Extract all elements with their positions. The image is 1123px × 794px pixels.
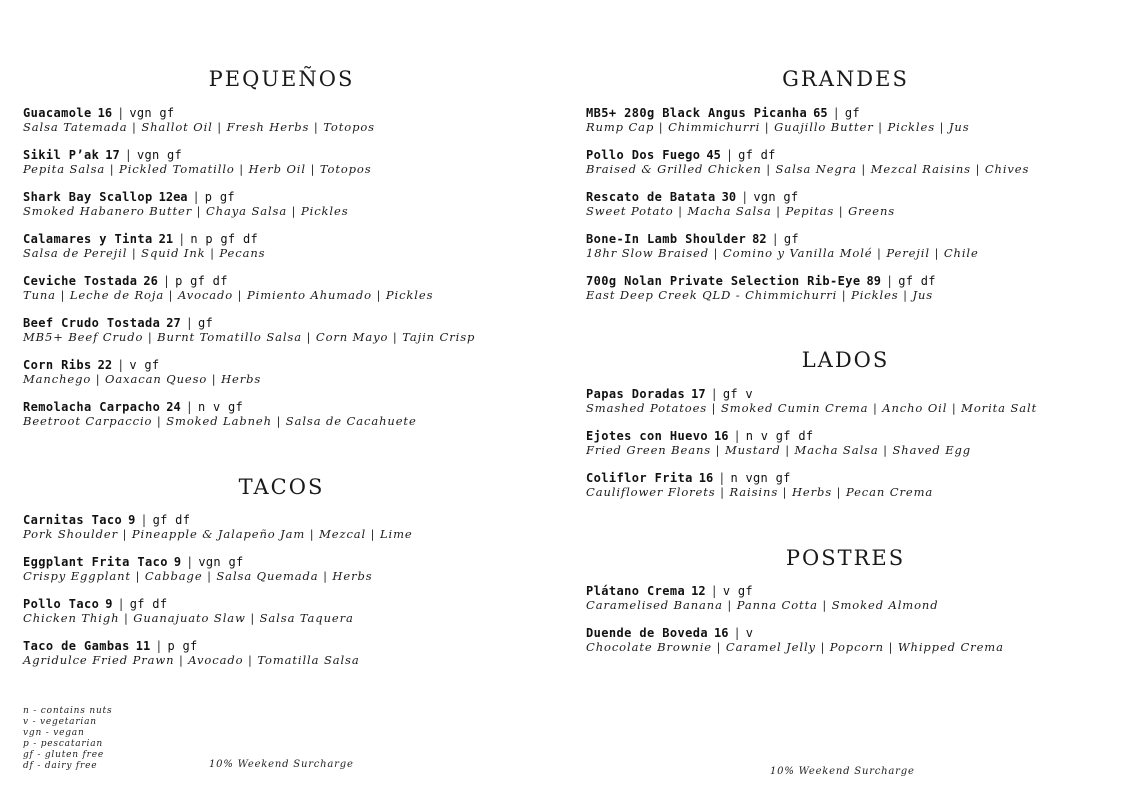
item-tags: v gf [722,584,753,598]
item-tags: p gf [167,639,198,653]
menu-item [586,429,971,457]
item-tags: vgn gf [129,106,175,120]
item-description: Chicken Thigh | Guanajuato Slaw | Salsa Taquera [23,611,354,625]
item-description: Caramelised Banana | Panna Cotta | Smoked Almond [586,598,939,612]
item-name: Guacamole [23,106,92,120]
item-description: East Deep Creek QLD - Chimmichurri | Pickles | Jus [586,288,934,302]
item-price: 16 [714,429,729,443]
separator: | [117,106,125,120]
item-tags: n p gf df [190,232,259,246]
item-price: 82 [752,232,767,246]
item-tags: gf df [152,513,191,527]
item-name: Ceviche Tostada [23,274,138,288]
item-price: 12 [691,584,706,598]
menu-item [23,555,373,583]
menu-item [586,471,933,499]
item-name: Calamares y Tinta [23,232,153,246]
item-description: Pork Shoulder | Pineapple & Jalapeño Jam | Mezcal | Lime [23,527,413,541]
menu-item [23,513,413,541]
menu-item [23,639,360,667]
separator: | [885,274,894,288]
item-price: 17 [105,148,120,162]
separator: | [185,316,193,330]
item-description: MB5+ Beef Crudo | Burnt Tomatillo Salsa | Corn Mayo | Tajin Crisp [23,330,476,344]
section-title-tacos: TACOS [238,475,325,499]
menu-item [586,387,1037,415]
item-name: Shark Bay Scallop [23,190,153,204]
item-description: Crispy Eggplant | Cabbage | Salsa Quemada | Herbs [23,569,373,583]
separator: | [140,513,148,527]
item-tags: gf [844,106,860,120]
item-description: 18hr Slow Braised | Comino y Vanilla Molé | Perejil | Chile [586,246,979,260]
item-name: Plátano Crema [586,584,686,598]
item-price: 30 [721,190,737,204]
item-name: Remolacha Carpacho [23,400,161,414]
item-name: Duende de Boveda [586,626,708,640]
dietary-legend [23,706,112,772]
item-price: 22 [97,358,113,372]
separator: | [178,232,186,246]
item-name: Sikil P’ak [23,148,100,162]
menu-item [23,148,372,176]
item-tags: n vgn gf [730,471,791,485]
section-title-pequenos: PEQUEÑOS [208,67,355,91]
separator: | [117,597,125,611]
section-title-postres: POSTRES [785,546,906,570]
item-price: 9 [173,555,182,569]
legend-entry: v - vegetarian [23,717,97,727]
legend-entry: vgn - vegan [23,728,85,738]
item-name: Ejotes con Huevo [586,429,708,443]
item-price: 11 [135,639,151,653]
item-description: Smashed Potatoes | Smoked Cumin Crema | Ancho Oil | Morita Salt [586,401,1038,415]
item-price: 26 [143,274,158,288]
separator: | [771,232,779,246]
separator: | [832,106,840,120]
item-name: Pollo Taco [23,597,100,611]
separator: | [733,626,741,640]
legend-entry: df - dairy free [23,761,98,771]
item-price: 17 [691,387,706,401]
separator: | [733,429,741,443]
item-price: 16 [698,471,714,485]
legend-entry: n - contains nuts [23,706,113,716]
item-description: Pepita Salsa | Pickled Tomatillo | Herb Oil | Totopos [23,162,372,176]
item-description: Chocolate Brownie | Caramel Jelly | Popcorn | Whipped Crema [586,640,1004,654]
item-description: Braised & Grilled Chicken | Salsa Negra | Mezcal Raisins | Chives [586,162,1030,176]
item-tags: gf df [738,148,776,162]
item-tags: p gf df [175,274,228,288]
separator: | [741,190,749,204]
item-name: MB5+ 280g Black Angus Picanha [586,106,808,120]
item-tags: v gf [129,358,160,372]
item-description: Rump Cap | Chimmichurri | Guajillo Butter | Pickles | Jus [586,120,970,134]
item-tags: vgn gf [753,190,799,204]
item-price: 45 [706,148,721,162]
item-price: 89 [866,274,881,288]
item-tags: p gf [204,190,235,204]
legend-entry: p - pescatarian [23,739,103,749]
item-tags: gf [783,232,799,246]
item-description: Fried Green Beans | Mustard | Macha Salsa | Shaved Egg [586,443,972,457]
section-title-grandes: GRANDES [782,67,909,91]
item-description: Salsa Tatemada | Shallot Oil | Fresh Herbs | Totopos [23,120,375,134]
item-tags: vgn gf [136,148,183,162]
menu-item [23,597,354,625]
menu-item [23,190,349,218]
menu-item [586,626,1004,654]
item-name: Bone-In Lamb Shoulder [586,232,747,246]
item-name: Eggplant Frita Taco [23,555,168,569]
separator: | [710,387,718,401]
item-tags: vgn gf [198,555,244,569]
item-name: Corn Ribs [23,358,92,372]
item-price: 65 [813,106,828,120]
separator: | [162,274,171,288]
weekend-surcharge-note: 10% Weekend Surcharge [209,759,354,770]
separator: | [192,190,200,204]
item-tags: gf v [722,387,753,401]
item-name: Taco de Gambas [23,639,130,653]
item-name: 700g Nolan Private Selection Rib-Eye [586,274,861,288]
menu-item [23,400,417,428]
item-tags: gf df [129,597,168,611]
menu-item [586,584,939,612]
item-description: Sweet Potato | Macha Salsa | Pepitas | Greens [586,204,896,218]
menu-item [586,106,970,134]
item-description: Smoked Habanero Butter | Chaya Salsa | Pickles [23,204,349,218]
item-description: Agridulce Fried Prawn | Avocado | Tomatilla Salsa [23,653,360,667]
separator: | [710,584,718,598]
separator: | [185,400,193,414]
item-name: Beef Crudo Tostada [23,316,161,330]
item-name: Pollo Dos Fuego [586,148,701,162]
item-description: Salsa de Perejil | Squid Ink | Pecans [23,246,266,260]
menu-item [23,316,475,344]
item-tags: gf [197,316,213,330]
menu-item [23,106,375,134]
menu-item [23,274,433,302]
item-tags: gf df [898,274,936,288]
menu-item [586,232,979,260]
item-name: Papas Doradas [586,387,686,401]
item-price: 9 [105,597,113,611]
item-price: 9 [128,513,136,527]
item-description: Manchego | Oaxacan Queso | Herbs [23,372,262,386]
item-description: Beetroot Carpaccio | Smoked Labneh | Salsa de Cacahuete [23,414,417,428]
item-price: 16 [714,626,729,640]
menu-item [23,358,261,386]
item-description: Cauliflower Florets | Raisins | Herbs | Pecan Crema [586,485,934,499]
separator: | [124,148,132,162]
item-price: 27 [166,316,181,330]
separator: | [725,148,734,162]
menu-item [586,148,1029,176]
separator: | [155,639,163,653]
menu-item [586,190,895,218]
separator: | [718,471,726,485]
menu-item [23,232,265,260]
weekend-surcharge-note: 10% Weekend Surcharge [770,766,915,777]
item-price: 24 [166,400,181,414]
menu-item [586,274,936,302]
section-title-lados: LADOS [801,348,890,372]
item-price: 16 [97,106,113,120]
item-tags: n v gf df [745,429,814,443]
item-price: 21 [158,232,174,246]
item-name: Carnitas Taco [23,513,123,527]
legend-entry: gf - gluten free [23,750,104,760]
separator: | [186,555,194,569]
item-tags: n v gf [197,400,244,414]
item-description: Tuna | Leche de Roja | Avocado | Pimiento Ahumado | Pickles [23,288,434,302]
item-tags: v [745,626,754,640]
separator: | [117,358,125,372]
item-name: Coliflor Frita [586,471,693,485]
item-price: 12ea [158,190,188,204]
item-name: Rescato de Batata [586,190,716,204]
